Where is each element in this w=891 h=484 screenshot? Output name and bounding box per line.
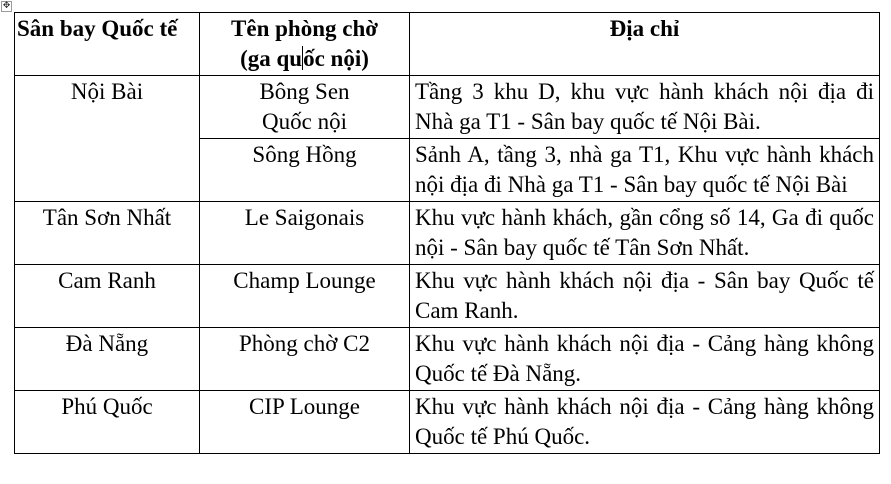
lounge-name-line: Champ Lounge xyxy=(233,268,376,293)
table-row xyxy=(15,328,880,391)
cell-airport[interactable] xyxy=(15,391,200,454)
table-row xyxy=(15,265,880,328)
cell-airport[interactable] xyxy=(15,202,200,265)
table-row xyxy=(15,202,880,265)
table-row xyxy=(15,76,880,139)
cell-airport[interactable] xyxy=(15,328,200,391)
cell-lounge[interactable] xyxy=(200,328,410,391)
cell-lounge[interactable] xyxy=(200,139,410,202)
address-text: Sảnh A, tầng 3, nhà ga T1, Khu vực hành khách nội địa đi Nhà ga T1 - Sân bay quốc tế Nội Bài xyxy=(415,142,874,197)
cell-lounge[interactable] xyxy=(200,202,410,265)
cell-lounge[interactable] xyxy=(200,391,410,454)
cell-airport[interactable] xyxy=(15,265,200,328)
address-text: Khu vực hành khách nội địa - Cảng hàng không Quốc tế Phú Quốc. xyxy=(415,394,874,449)
address-text: Khu vực hành khách nội địa - Sân bay Quốc tế Cam Ranh. xyxy=(415,268,874,323)
table-header-row xyxy=(15,13,880,76)
header-lounge[interactable] xyxy=(200,13,410,76)
address-text: Tầng 3 khu D, khu vực hành khách nội địa đi Nhà ga T1 - Sân bay quốc tế Nội Bài. xyxy=(415,79,874,134)
header-airport-text: Sân bay Quốc tế xyxy=(17,16,178,41)
header-lounge-line2 xyxy=(205,44,404,74)
cell-address[interactable] xyxy=(410,391,880,454)
table-row xyxy=(15,391,880,454)
cell-address[interactable] xyxy=(410,139,880,202)
lounge-name-line: Le Saigonais xyxy=(244,205,365,230)
lounge-name-line: CIP Lounge xyxy=(249,394,360,419)
header-airport[interactable] xyxy=(15,13,200,76)
lounge-name-line: Bông Sen xyxy=(259,79,350,104)
address-text: Khu vực hành khách, gần cổng số 14, Ga đi quốc nội - Sân bay quốc tế Tân Sơn Nhất. xyxy=(415,205,874,260)
lounge-name-line: Quốc nội xyxy=(262,109,347,134)
address-text: Khu vực hành khách nội địa - Cảng hàng không Quốc tế Đà Nẵng. xyxy=(415,331,874,386)
cell-address[interactable] xyxy=(410,202,880,265)
header-address[interactable] xyxy=(410,13,880,76)
airport-name: Phú Quốc xyxy=(61,394,153,419)
header-lounge-line1: Tên phòng chờ xyxy=(231,16,378,41)
cell-address[interactable] xyxy=(410,328,880,391)
header-lounge-line2-end: ốc nội) xyxy=(303,46,369,71)
table-move-handle-icon[interactable]: ✥ xyxy=(2,1,11,11)
cell-lounge[interactable] xyxy=(200,265,410,328)
cell-lounge[interactable] xyxy=(200,76,410,139)
header-lounge-line2-start: (ga qu xyxy=(240,46,303,71)
cell-address[interactable] xyxy=(410,76,880,139)
header-address-text: Địa chỉ xyxy=(609,16,680,41)
lounge-name-line: Phòng chờ C2 xyxy=(238,331,370,356)
cell-airport[interactable] xyxy=(15,76,200,202)
airport-name: Cam Ranh xyxy=(58,268,156,293)
airport-name: Đà Nẵng xyxy=(65,331,149,356)
airport-name: Tân Sơn Nhất xyxy=(42,205,172,230)
lounge-name-line: Sông Hồng xyxy=(252,142,357,167)
airport-name: Nội Bài xyxy=(70,79,144,104)
cell-address[interactable] xyxy=(410,265,880,328)
airport-lounge-table xyxy=(14,12,880,454)
